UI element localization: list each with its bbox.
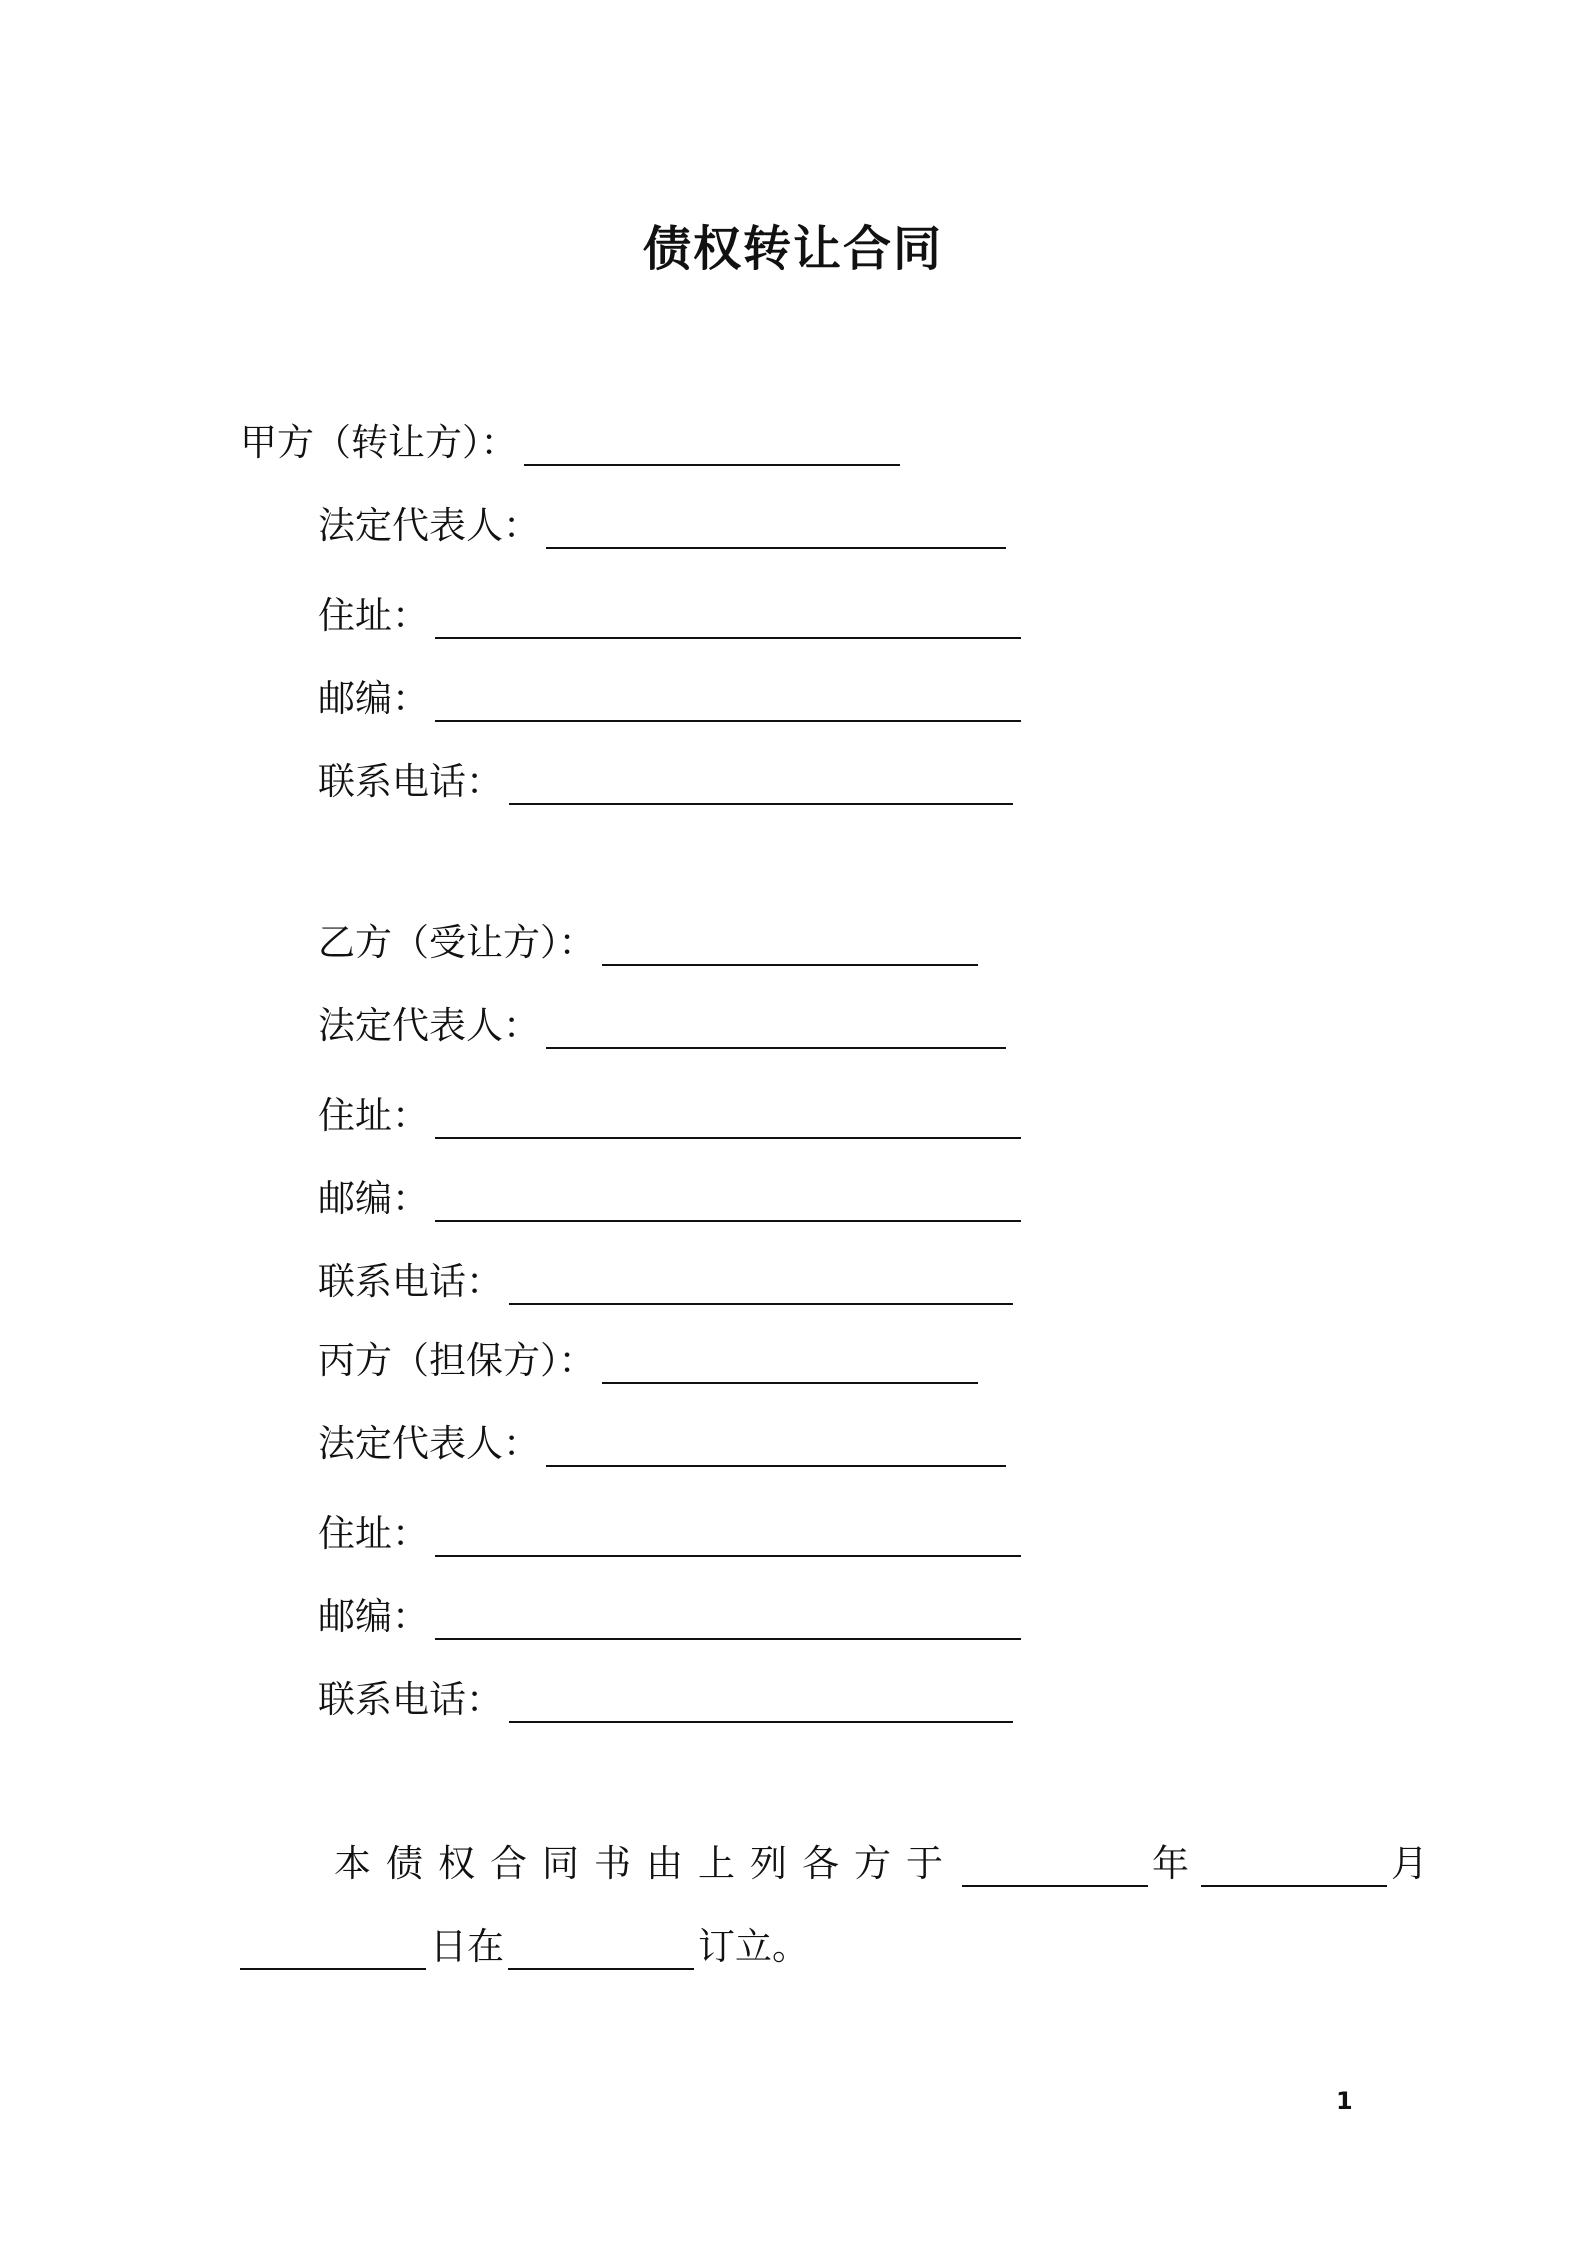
party-a-heading: 甲方（转让方）：: [240, 421, 518, 464]
party-b-phone-blank[interactable]: [509, 1273, 1013, 1305]
party-b-rep-label: 法定代表人：: [318, 1004, 540, 1047]
party-c-postcode-label: 邮编：: [318, 1595, 429, 1638]
party-b-phone-line: [318, 1251, 1013, 1305]
party-b-rep-line: [318, 995, 1006, 1049]
party-a-phone-line: [318, 751, 1013, 805]
closing-line-1: [334, 1833, 1428, 1887]
party-b-postcode-label: 邮编：: [318, 1177, 429, 1220]
party-c-phone-label: 联系电话：: [318, 1678, 503, 1721]
party-a-address-blank[interactable]: [435, 607, 1021, 639]
page-number: 1: [1336, 2087, 1353, 2115]
closing-day-blank[interactable]: [240, 1938, 426, 1970]
party-c-phone-line: [318, 1669, 1013, 1723]
party-a-phone-label: 联系电话：: [318, 760, 503, 803]
closing-line-2: [240, 1916, 809, 1970]
closing-place-blank[interactable]: [508, 1938, 694, 1970]
party-b-heading: 乙方（受让方）：: [318, 921, 596, 964]
party-b-phone-label: 联系电话：: [318, 1260, 503, 1303]
party-b-postcode-blank[interactable]: [435, 1190, 1021, 1222]
party-b-rep-blank[interactable]: [546, 1017, 1006, 1049]
party-c-address-label: 住址：: [318, 1512, 429, 1555]
party-c-address-blank[interactable]: [435, 1525, 1021, 1557]
party-c-phone-blank[interactable]: [509, 1691, 1013, 1723]
party-b-address-line: [318, 1085, 1021, 1139]
party-a-address-label: 住址：: [318, 594, 429, 637]
closing-month-blank[interactable]: [1201, 1855, 1387, 1887]
party-c-postcode-blank[interactable]: [435, 1608, 1021, 1640]
party-a-heading-line: [240, 412, 900, 466]
party-c-heading: 丙方（担保方）：: [318, 1339, 596, 1382]
party-a-phone-blank[interactable]: [509, 773, 1013, 805]
party-b-address-blank[interactable]: [435, 1107, 1021, 1139]
party-a-rep-line: [318, 495, 1006, 549]
party-c-address-line: [318, 1503, 1021, 1557]
party-b-heading-line: [318, 912, 978, 966]
party-c-rep-label: 法定代表人：: [318, 1422, 540, 1465]
party-a-postcode-label: 邮编：: [318, 677, 429, 720]
party-c-postcode-line: [318, 1586, 1021, 1640]
closing-year-blank[interactable]: [962, 1855, 1148, 1887]
closing-intro: 本债权合同书由上列各方于: [334, 1842, 958, 1885]
closing-year-label: 年: [1152, 1842, 1189, 1885]
party-a-rep-blank[interactable]: [546, 517, 1006, 549]
party-b-name-blank[interactable]: [602, 934, 978, 966]
party-c-rep-line: [318, 1413, 1006, 1467]
party-a-postcode-line: [318, 668, 1021, 722]
party-a-address-line: [318, 585, 1021, 639]
party-b-postcode-line: [318, 1168, 1021, 1222]
party-a-name-blank[interactable]: [524, 434, 900, 466]
party-c-name-blank[interactable]: [602, 1352, 978, 1384]
party-c-rep-blank[interactable]: [546, 1435, 1006, 1467]
closing-day-at-label: 日在: [430, 1925, 504, 1968]
party-b-address-label: 住址：: [318, 1094, 429, 1137]
party-a-rep-label: 法定代表人：: [318, 504, 540, 547]
closing-month-label: 月: [1391, 1842, 1428, 1885]
document-title: 债权转让合同: [642, 221, 943, 277]
party-a-postcode-blank[interactable]: [435, 690, 1021, 722]
closing-signed-label: 订立。: [698, 1925, 809, 1968]
party-c-heading-line: [318, 1330, 978, 1384]
